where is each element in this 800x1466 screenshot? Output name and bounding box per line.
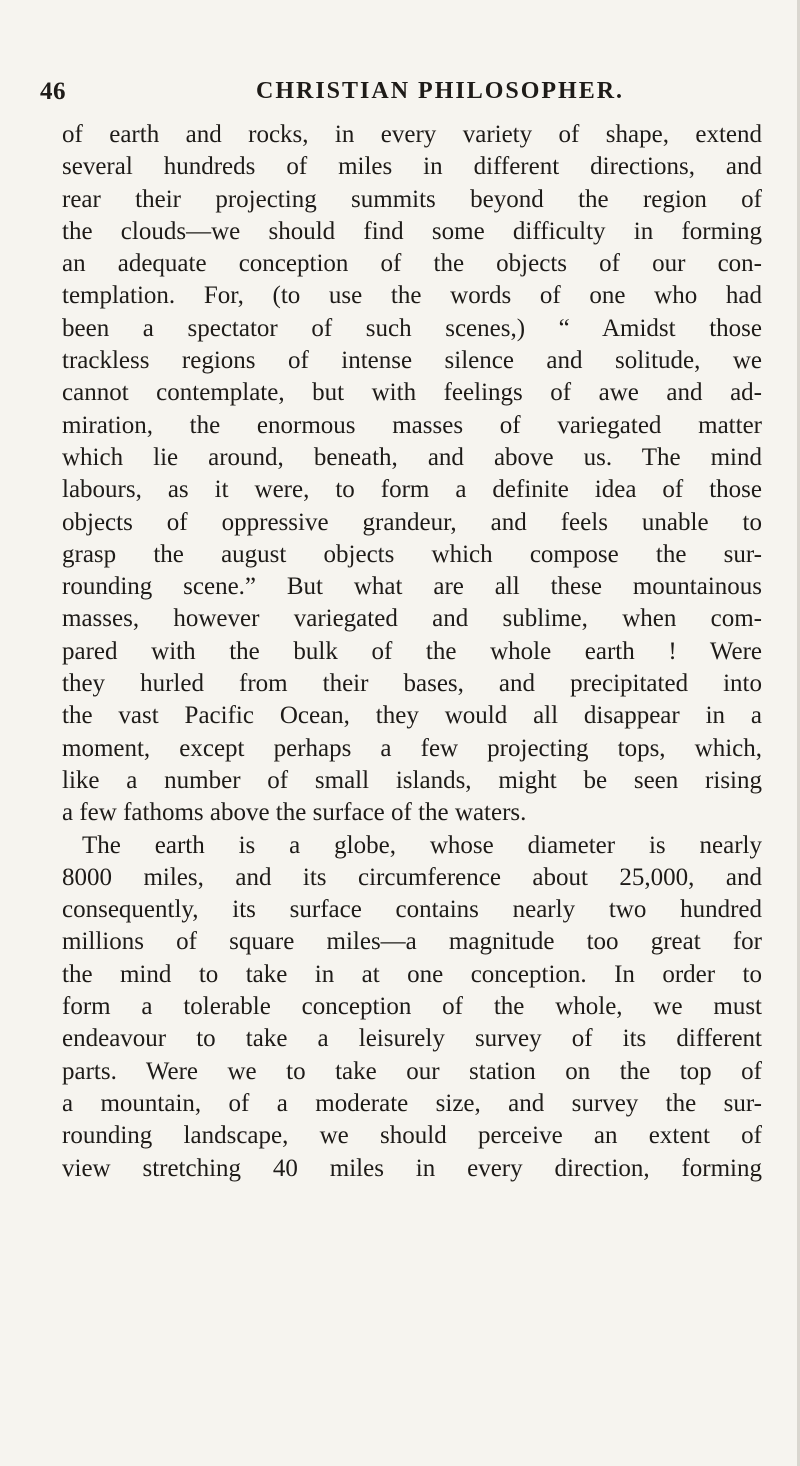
text-line: trackless regions of intense silence and solitude, we [62,347,762,375]
text-line: a few fathoms above the surface of the waters. [62,799,527,827]
text-line: of earth and rocks, in every variety of shape, extend [62,121,762,148]
paragraph [62,119,762,830]
text-line: millions of square miles—a magnitude too great for [62,928,762,956]
text-line: parts. Were we to take our station on the top of [62,1057,762,1085]
text-line: view stretching 40 miles in every direction, forming [62,1154,762,1182]
text-line: moment, except perhaps a few projecting tops, which, [62,734,762,762]
text-line: masses, however variegated and sublime, when com- [62,605,762,633]
text-line: pared with the bulk of the whole earth ! Were [62,637,762,665]
text-line: they hurled from their bases, and precipitated into [62,670,762,698]
page-header [40,72,800,108]
text-line: an adequate conception of the objects of our con- [62,250,762,278]
text-line: cannot contemplate, but with feelings of awe and ad- [62,379,762,407]
text-line: form a tolerable conception of the whole, we must [62,993,762,1021]
text-line: The earth is a globe, whose diameter is nearly [82,831,762,859]
paragraph [62,830,762,1185]
text-line: the clouds—we should find some difficulty in forming [62,217,762,245]
text-line: been a spectator of such scenes,) “ Amidst those [62,314,762,342]
page-number: 46 [40,78,66,105]
text-line: like a number of small islands, might be seen rising [62,766,762,794]
text-line: a mountain, of a moderate size, and survey the sur- [62,1089,762,1117]
text-line: labours, as it were, to form a definite idea of those [62,476,762,504]
text-line: rounding scene.” But what are all these mountainous [62,573,762,601]
text-line: 8000 miles, and its circumference about 25,000, and [62,863,762,891]
text-line: objects of oppressive grandeur, and feels unable to [62,508,762,536]
running-head: CHRISTIAN PHILOSOPHER. [256,78,625,104]
text-line: rear their projecting summits beyond the region of [62,185,762,213]
text-line: the mind to take in at one conception. In order to [62,960,762,988]
text-line: the vast Pacific Ocean, they would all disappear in a [62,702,762,730]
text-line: grasp the august objects which compose the sur- [62,540,762,568]
text-line: templation. For, (to use the words of one who had [62,282,762,310]
text-line: endeavour to take a leisurely survey of its different [62,1025,762,1053]
text-line: several hundreds of miles in different directions, and [62,153,762,181]
text-line: which lie around, beneath, and above us. The mind [62,443,762,471]
body-text [62,119,762,1185]
text-line: consequently, its surface contains nearly two hundred [62,896,762,924]
text-line: miration, the enormous masses of variegated matter [62,411,762,439]
text-line: rounding landscape, we should perceive an extent of [62,1122,762,1150]
